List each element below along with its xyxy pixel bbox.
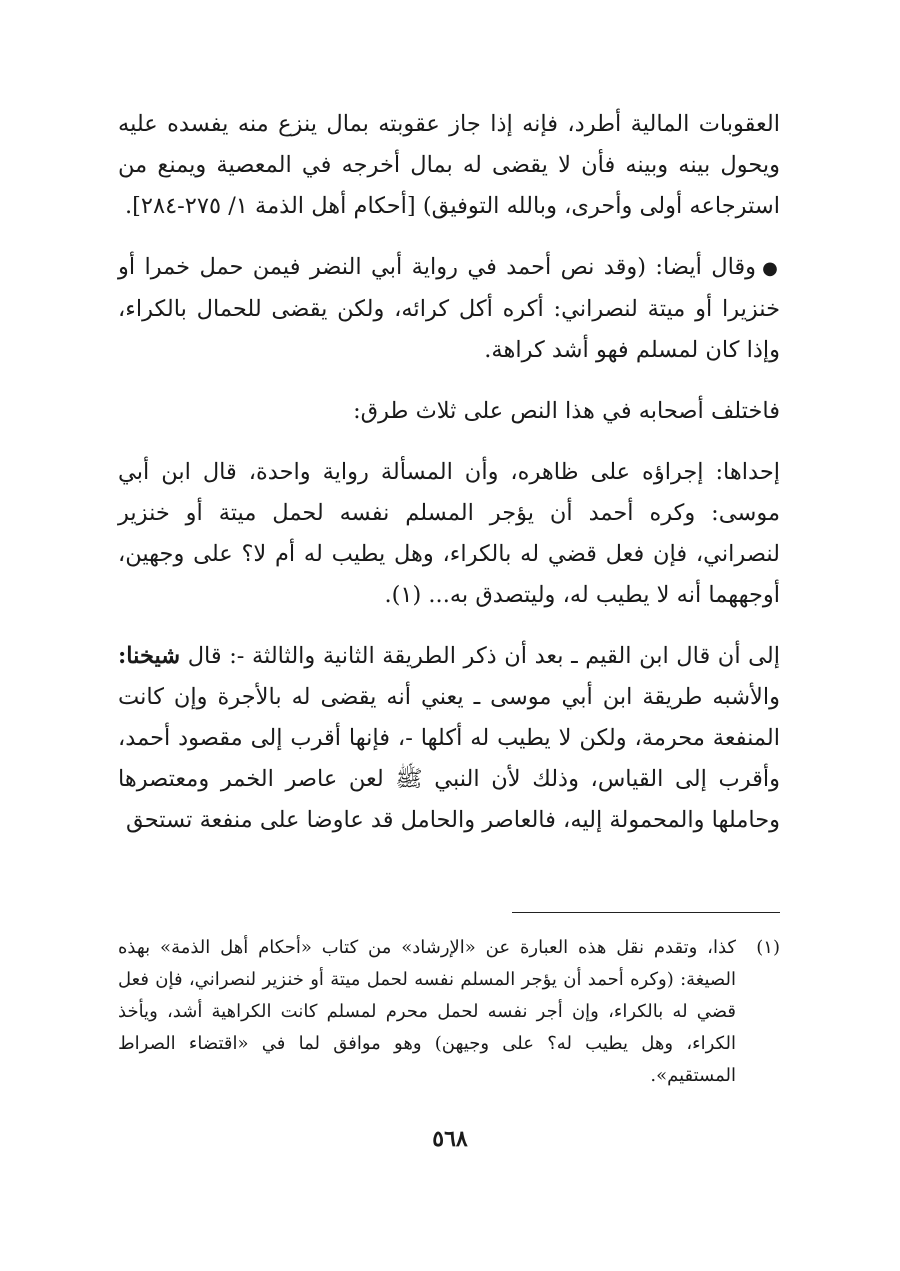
- shaykh-label: شيخنا:: [118, 643, 181, 669]
- paragraph-5-intro: إلى أن قال ابن القيم ـ بعد أن ذكر الطريقة الثانية والثالثة -: قال: [187, 643, 780, 669]
- footnote-divider: [512, 912, 780, 913]
- main-text: [118, 104, 780, 841]
- page-body: [118, 104, 780, 841]
- paragraph-2: [118, 247, 780, 371]
- paragraph-2-text: وقال أيضا: (وقد نص أحمد في رواية أبي النضر فيمن حمل خمرا أو خنزيرا أو ميتة لنصراني: أكره أكل كرائه، ولكن يقضى للحمال بالكراء، وإذا كان لمسلم فهو أشد كراهة.: [118, 254, 780, 363]
- footnote-text: كذا، وتقدم نقل هذه العبارة عن «الإرشاد» من كتاب «أحكام أهل الذمة» بهذه الصيغة: (وكره أحمد أن يؤجر المسلم نفسه لحمل ميتة أو خنزير لنصراني، فإن فعل قضي له بالكراء، وإن أجر نفسه لحمل محرم لمسلم كانت الكراهية أشد، ويأخذ الكراء، وهل يطيب له؟ على وجيهن) وهو موافق لما في «اقتضاء الصراط المستقيم».: [118, 937, 736, 1086]
- bullet-icon: ●: [762, 258, 780, 279]
- page-number: ٥٦٨: [432, 1126, 468, 1152]
- paragraph-1: العقوبات المالية أطرد، فإنه إذا جاز عقوبته بمال ينزع منه يفسده عليه ويحول بينه وبينه فأن لا يقضى له بمال أخرجه في المعصية ويمنع من استرجاعه أولى وأحرى، وبالله التوفيق) [أحكام أهل الذمة ١/ ٢٧٥-٢٨٤].: [118, 111, 780, 219]
- paragraph-5: [118, 636, 780, 841]
- paragraph-3: فاختلف أصحابه في هذا النص على ثلاث طرق:: [353, 398, 780, 424]
- paragraph-5-text: والأشبه طريقة ابن أبي موسى ـ يعني أنه يقضى له بالأجرة وإن كانت المنفعة محرمة، ولكن لا يطيب له أكلها -، فإنها أقرب إلى مقصود أحمد، وأقرب إلى القياس، وذلك لأن النبي ﷺ لعن عاصر الخمر ومعتصرها وحاملها والمحمولة إليه، فالعاصر والحامل قد عاوضا على منفعة تستحق: [118, 684, 780, 833]
- paragraph-4: إحداها: إجراؤه على ظاهره، وأن المسألة رواية واحدة، قال ابن أبي موسى: وكره أحمد أن يؤجر المسلم نفسه لحمل ميتة أو خنزير لنصراني، فإن فعل قضي له بالكراء، وهل يطيب له أم لا؟ على وجهين، أوجههما أنه لا يطيب له، وليتصدق به... (١).: [118, 459, 780, 608]
- footnote-1: [118, 932, 780, 1092]
- footnote-marker: (١): [756, 937, 780, 958]
